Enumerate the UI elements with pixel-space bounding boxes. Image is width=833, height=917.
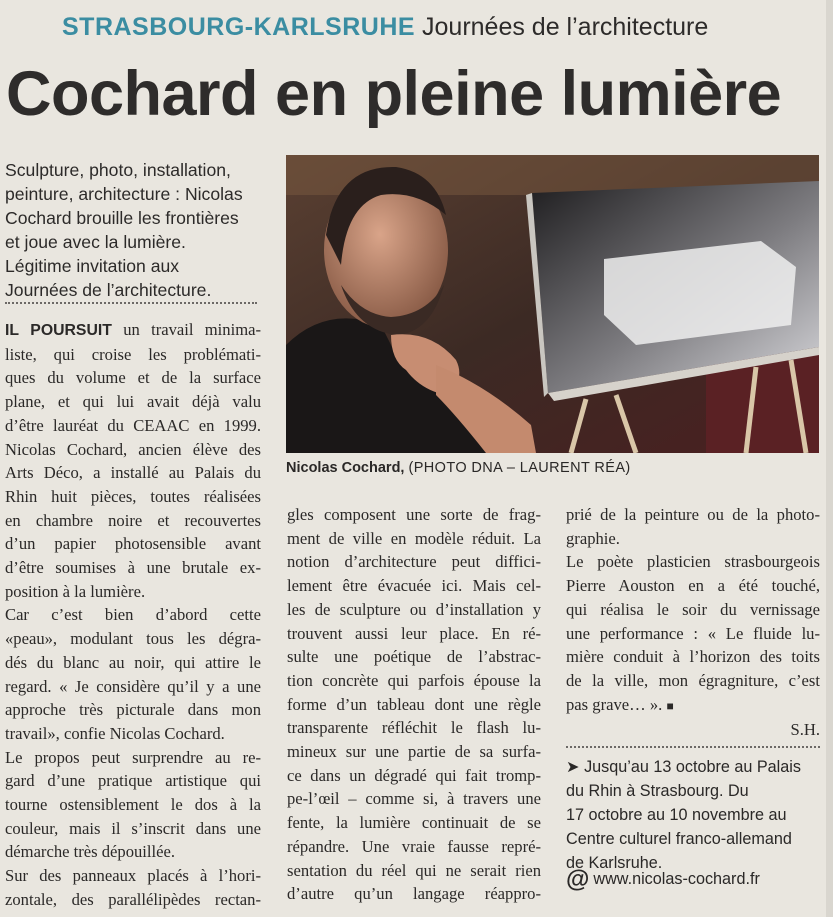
standfirst-line: Journées de l’architecture. <box>5 280 212 300</box>
text-line: ce dans un dégradé qui fait tromp- <box>287 765 541 785</box>
kicker-place: STRASBOURG-KARLSRUHE <box>62 13 416 41</box>
text-line: travail», confie Nicolas Cochard. <box>5 723 225 743</box>
text-line <box>5 318 261 343</box>
article-column-3 <box>566 503 820 742</box>
arrow-icon: ➤ <box>566 758 580 776</box>
standfirst-line: peinture, architecture : Nicolas <box>5 184 243 204</box>
text-line: zontale, des parallélipèdes rectan- <box>5 889 261 909</box>
event-info <box>566 755 820 875</box>
website-link[interactable]: www.nicolas-cochard.fr <box>593 870 760 888</box>
end-mark: ■ <box>666 698 674 713</box>
text-fragment: Jusqu’au 13 octobre au Palais <box>584 758 801 776</box>
text-line: graphie. <box>566 528 620 548</box>
text-line: mière conduit à l’horizon des toits <box>566 647 820 667</box>
text-line: les de sculpture ou d’installation y <box>287 599 541 619</box>
text-line: notion d’architecture peut diffici- <box>287 552 541 572</box>
lead-in: IL POURSUIT <box>5 322 112 339</box>
kicker-rubric: Journées de l’architecture <box>422 13 709 41</box>
text-fragment: un travail minima- <box>111 320 261 339</box>
text-line: fente, la lumière continuait de se <box>287 813 541 833</box>
text-line: ques du volume et de la surface <box>5 368 261 388</box>
text-line: Arts Déco, a installé au Palais du <box>5 463 261 483</box>
standfirst-line: Sculpture, photo, installation, <box>5 160 231 180</box>
text-line: approche très picturale dans mon <box>5 700 261 720</box>
text-line: plane, et qui lui avait déjà valu <box>5 392 261 412</box>
text-line: gles composent une sorte de frag- <box>287 505 541 524</box>
text-line: 17 octobre au 10 novembre au <box>566 806 787 824</box>
text-line: d’un papier photosensible avant <box>5 534 261 554</box>
text-line: Pierre Aouston en a été touché, <box>566 576 820 596</box>
article-photo <box>286 155 819 453</box>
headline: Cochard en pleine lumière <box>6 59 782 129</box>
photo-caption <box>286 458 819 478</box>
text-line: Centre culturel franco-allemand <box>566 830 792 848</box>
text-line: Le propos peut surprendre au re- <box>5 747 261 767</box>
text-line: tourne ostensiblement le dos à la <box>5 795 261 815</box>
page-edge <box>826 0 833 917</box>
website-line <box>566 866 820 893</box>
text-line: Le poète plasticien strasbourgeois <box>566 552 820 572</box>
info-divider <box>566 746 820 748</box>
standfirst-line: Légitime invitation aux <box>5 256 180 276</box>
text-line: sentation du réel qui ne serait rien <box>287 860 541 880</box>
text-line: regard. « Je considère qu’il y a une <box>5 676 261 696</box>
caption-credit: (PHOTO DNA – LAURENT RÉA) <box>408 460 631 476</box>
text-line: répandre. Une vraie fausse repré- <box>287 836 541 856</box>
text-line <box>566 755 820 779</box>
at-icon: @ <box>566 866 590 893</box>
text-line: sulte une poétique de l’abstrac- <box>287 647 541 667</box>
text-line: une performance : « Le fluide lu- <box>566 623 820 643</box>
article-column-1 <box>5 318 261 912</box>
text-line: dés du blanc au noir, qui attire le <box>5 652 261 672</box>
author-signature: S.H. <box>790 720 820 740</box>
text-line: tion concrète qui parfois épouse la <box>287 670 541 690</box>
text-line: forme d’un tableau dont une règle <box>287 694 541 714</box>
standfirst-divider <box>5 302 257 304</box>
standfirst-line: et joue avec la lumière. <box>5 232 186 252</box>
text-line: d’être soumises à une brutale ex- <box>5 558 261 578</box>
standfirst-line: Cochard brouille les frontières <box>5 208 239 228</box>
text-line: liste, qui croise les problémati- <box>5 344 261 364</box>
text-line: transparente réfléchit le flash lu- <box>287 718 541 738</box>
caption-name: Nicolas Cochard, <box>286 460 405 476</box>
kicker <box>62 8 822 46</box>
text-line: position à la lumière. <box>5 581 146 601</box>
text-fragment: pas grave… ». <box>566 694 663 714</box>
text-line: ment de ville en modèle réduit. La <box>287 528 541 548</box>
text-line: démarche très dépouillée. <box>5 842 176 862</box>
standfirst <box>5 158 275 302</box>
text-line: de Karlsruhe. <box>566 854 663 872</box>
text-line: gard d’une pratique artistique qui <box>5 771 261 791</box>
text-line: Sur des panneaux placés à l’hori- <box>5 866 261 886</box>
text-line: trouvent aussi leur place. En ré- <box>287 623 541 643</box>
text-line: Rhin huit pièces, toutes réalisées <box>5 486 261 506</box>
text-line: qui réalisa le soir du vernissage <box>566 599 820 619</box>
text-line: pe-l’œil – comme si, à travers une <box>287 789 541 809</box>
text-line: en chambre noire et recouvertes <box>5 510 261 530</box>
text-line: Car c’est bien d’abord cette <box>5 605 261 625</box>
text-line: d’être lauréat du CEAAC en 1999. <box>5 415 261 435</box>
text-line: de la ville, mon égragniture, c’est <box>566 670 820 690</box>
text-line: d’autre qu’un langage réappro- <box>287 884 541 904</box>
article-column-2 <box>287 503 541 906</box>
text-line: Nicolas Cochard, ancien élève des <box>5 439 261 459</box>
text-line: du Rhin à Strasbourg. Du <box>566 782 749 800</box>
text-line: «peau», modulant tous les dégra- <box>5 629 261 649</box>
text-line: prié de la peinture ou de la photo- <box>566 505 820 524</box>
text-line: lement être évacuée ici. Mais cel- <box>287 576 541 596</box>
artist-portrait-photo <box>286 155 819 453</box>
text-line <box>566 693 820 719</box>
text-line: mineux sur une partie de sa surfa- <box>287 742 541 762</box>
text-line: couleur, mais il s’inscrit dans une <box>5 818 261 838</box>
